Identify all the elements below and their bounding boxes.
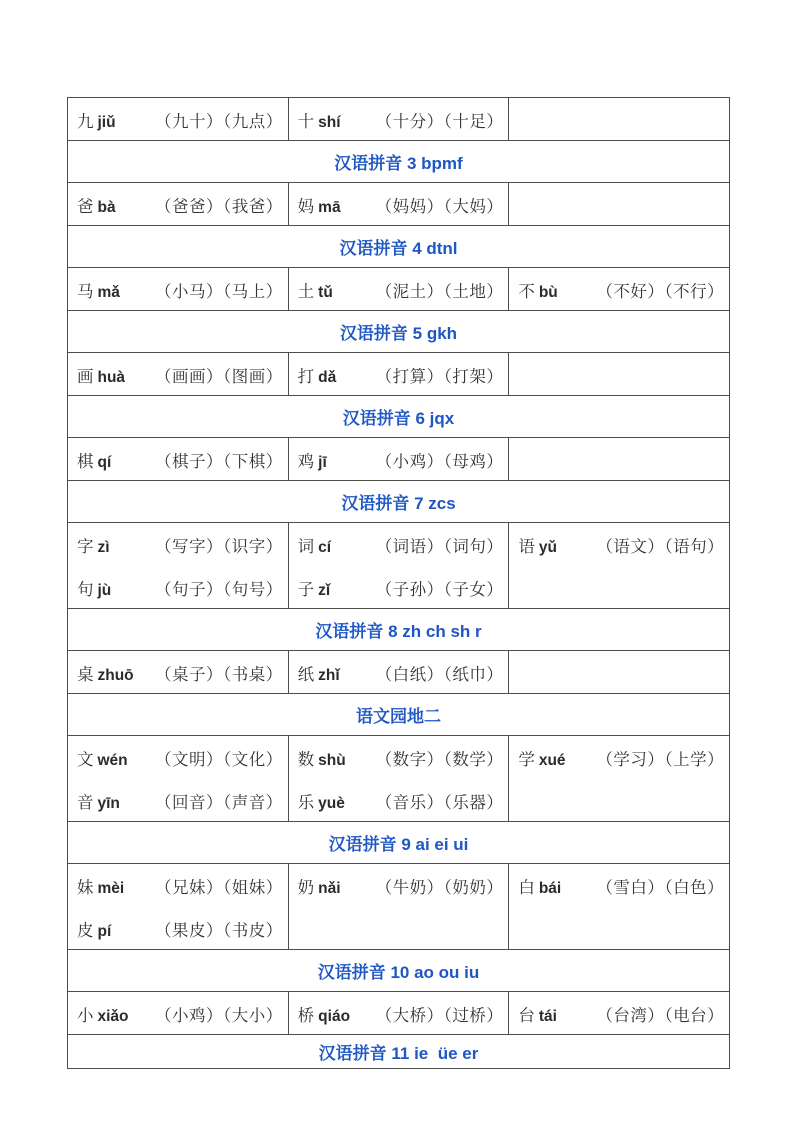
entry-cell [288,736,509,821]
entry-row [68,353,729,396]
entry-line [298,183,507,225]
hanzi-character: 乐 [297,792,315,812]
entry-cell [68,268,288,310]
entry-head [518,874,596,898]
entry-cell [288,992,509,1034]
pinyin-syllable: zhǐ [318,666,340,684]
pinyin-syllable: bái [538,879,562,897]
example-words [596,874,724,898]
example-word: （过桥） [443,1005,504,1025]
example-word: （泥土） [375,281,444,301]
entry-cell [508,268,729,310]
entry-head [77,533,155,557]
entry-head [298,661,376,685]
section-header-label: 汉语拼音 6 jqx [342,409,455,428]
entry-line [77,992,286,1034]
pinyin-syllable: jù [97,581,112,599]
entry-cell [68,438,288,480]
example-words [155,576,283,600]
entry-line [77,779,286,821]
entry-head [77,576,155,600]
hanzi-character: 音 [77,792,94,812]
entry-line [77,907,286,949]
example-word: （文化） [223,749,283,769]
entry-line [77,98,286,140]
section-header-row [68,694,729,736]
entry-cell [68,736,288,821]
entry-line [298,736,507,779]
entry-head [77,789,155,813]
entry-head [518,746,596,770]
entry-head [77,874,155,898]
example-word: （土地） [443,281,504,301]
section-header-label: 汉语拼音 8 zh ch sh r [315,622,482,641]
example-words [376,576,504,600]
entry-line [298,98,507,140]
entry-row [68,183,729,226]
example-word: （小鸡） [375,451,444,471]
example-word: （打架） [443,366,504,386]
entry-row [68,736,729,822]
entry-row [68,523,729,609]
example-word: （九十） [155,111,223,131]
entry-line [77,651,286,693]
entry-head [518,1002,596,1026]
example-word: （打算） [375,366,444,386]
example-word: （马上） [223,281,283,301]
example-word: （语句） [664,536,725,556]
example-word: （书桌） [223,664,283,684]
example-word: （音乐） [375,792,444,812]
example-word: （白色） [664,877,725,897]
example-word: （九点） [223,111,283,131]
entry-cell [508,98,729,140]
hanzi-character: 纸 [297,664,315,684]
example-words [376,1002,504,1026]
entry-line [298,353,507,395]
example-word: （数学） [443,749,504,769]
section-header-row [68,1035,729,1069]
hanzi-character: 不 [518,281,535,301]
example-word: （回音） [155,792,223,812]
entry-line [518,992,727,1034]
example-words [596,533,724,557]
entry-line [298,523,507,566]
entry-cell [288,864,509,949]
entry-cell [288,183,509,225]
entry-head [298,533,376,557]
example-word: （写字） [155,536,223,556]
hanzi-character: 妈 [297,196,315,216]
example-words [376,789,504,813]
hanzi-character: 学 [518,749,535,769]
example-word: （下棋） [223,451,283,471]
hanzi-character: 台 [518,1005,535,1025]
entry-line [298,864,507,907]
entry-row [68,98,729,141]
entry-line [518,523,727,566]
pinyin-syllable: jiǔ [97,113,116,131]
example-words [376,661,504,685]
section-header-label: 汉语拼音 4 dtnl [339,239,458,258]
hanzi-character: 马 [77,281,94,301]
example-word: （画画） [155,366,223,386]
pinyin-syllable: xué [538,751,566,769]
pinyin-syllable: qí [97,453,112,471]
entry-head [298,746,376,770]
example-word: （大桥） [375,1005,444,1025]
pinyin-syllable: wén [97,751,128,769]
example-word: （牛奶） [375,877,444,897]
entry-line [298,779,507,821]
example-word: （学习） [596,749,665,769]
pinyin-syllable: zǐ [318,581,331,599]
entry-line [298,566,507,608]
example-word: （纸巾） [443,664,504,684]
entry-head [298,1002,376,1026]
entry-cell [508,992,729,1034]
example-words [376,533,504,557]
entry-row [68,651,729,694]
example-words [376,746,504,770]
entry-cell [68,864,288,949]
pinyin-syllable: zì [97,538,110,556]
hanzi-character: 语 [518,536,535,556]
example-word: （棋子） [155,451,223,471]
entry-line [77,566,286,608]
entry-cell [508,736,729,821]
entry-head [298,874,376,898]
example-words [155,746,283,770]
pinyin-syllable: mèi [97,879,125,897]
example-word: （词句） [443,536,504,556]
section-header-row [68,950,729,992]
hanzi-character: 皮 [77,920,94,940]
hanzi-character: 九 [77,111,94,131]
example-words [155,789,283,813]
example-word: （小马） [155,281,223,301]
section-header-label: 语文园地二 [356,707,441,726]
example-word: （白纸） [375,664,444,684]
entry-cell [508,438,729,480]
example-words [155,533,283,557]
entry-cell [508,183,729,225]
hanzi-character: 子 [297,579,315,599]
pinyin-syllable: yīn [97,794,120,812]
entry-line [298,268,507,310]
entry-line [298,438,507,480]
section-header-label: 汉语拼音 5 gkh [339,324,458,343]
entry-cell [288,98,509,140]
example-words [155,108,283,132]
entry-cell [68,523,288,608]
entry-line [77,736,286,779]
entry-cell [508,353,729,395]
example-words [155,278,283,302]
pinyin-syllable: zhuō [97,666,134,684]
entry-row [68,992,729,1035]
hanzi-character: 词 [297,536,315,556]
entry-cell [288,651,509,693]
example-word: （雪白） [596,877,665,897]
example-word: （大小） [223,1005,283,1025]
entry-line [77,353,286,395]
entry-head [298,108,376,132]
entry-row [68,438,729,481]
entry-line [77,438,286,480]
entry-cell [508,523,729,608]
entry-cell [68,183,288,225]
entry-cell [68,98,288,140]
example-word: （识字） [223,536,283,556]
section-header-row [68,609,729,651]
example-words [155,193,283,217]
pinyin-syllable: shù [318,751,346,769]
example-word: （句子） [155,579,223,599]
entry-line [518,864,727,907]
pinyin-syllable: pí [97,922,112,940]
example-word: （图画） [223,366,283,386]
example-words [155,363,283,387]
example-words [155,448,283,472]
hanzi-character: 数 [297,749,315,769]
pinyin-syllable: jī [318,453,327,471]
hanzi-character: 桥 [297,1005,315,1025]
section-header-label: 汉语拼音 10 ao ou iu [317,963,480,982]
hanzi-character: 句 [77,579,94,599]
entry-head [298,193,376,217]
hanzi-character: 桌 [77,664,94,684]
example-words [376,363,504,387]
entry-line [518,268,727,310]
example-word: （奶奶） [443,877,504,897]
entry-head [77,278,155,302]
pinyin-syllable: bù [538,283,558,301]
entry-head [77,1002,155,1026]
example-word: （妈妈） [375,196,444,216]
pinyin-syllable: tái [538,1007,557,1025]
example-word: （子女） [443,579,504,599]
entry-head [298,576,376,600]
entry-line [77,864,286,907]
example-word: （乐器） [443,792,504,812]
example-word: （小鸡） [155,1005,223,1025]
entry-line [77,183,286,225]
pinyin-syllable: qiáo [318,1007,351,1025]
entry-head [298,278,376,302]
section-header-row [68,396,729,438]
hanzi-character: 鸡 [297,451,315,471]
entry-line [298,992,507,1034]
example-word: （桌子） [155,664,223,684]
section-header-label: 汉语拼音 11 ie üe er [318,1044,479,1063]
pinyin-syllable: huà [97,368,126,386]
pinyin-syllable: nǎi [318,879,341,897]
section-header-label: 汉语拼音 7 zcs [341,494,456,513]
entry-line [77,523,286,566]
example-words [376,193,504,217]
hanzi-character: 棋 [77,451,94,471]
section-header-row [68,141,729,183]
example-word: （声音） [223,792,283,812]
entry-cell [288,523,509,608]
pinyin-syllable: dǎ [318,368,337,386]
example-words [376,278,504,302]
example-words [596,746,724,770]
example-word: （爸爸） [155,196,223,216]
section-header-row [68,481,729,523]
example-word: （书皮） [223,920,283,940]
entry-head [77,448,155,472]
example-word: （子孙） [375,579,444,599]
example-words [155,874,283,898]
entry-line [518,736,727,779]
example-word: （词语） [375,536,444,556]
pinyin-syllable: mā [318,198,341,216]
example-words [155,1002,283,1026]
example-words [155,917,283,941]
entry-head [77,917,155,941]
example-word: （兄妹） [155,877,223,897]
example-word: （句号） [223,579,283,599]
pinyin-syllable: xiǎo [97,1007,129,1025]
hanzi-character: 爸 [77,196,94,216]
hanzi-character: 文 [77,749,94,769]
section-header-row [68,822,729,864]
example-word: （语文） [596,536,665,556]
entry-row [68,268,729,311]
entry-row [68,864,729,950]
pinyin-syllable: tǔ [318,283,333,301]
example-word: （不好） [596,281,665,301]
entry-cell [508,864,729,949]
example-word: （姐妹） [223,877,283,897]
example-words [376,874,504,898]
entry-head [77,193,155,217]
example-word: （台湾） [596,1005,665,1025]
example-words [376,448,504,472]
example-word: （十足） [443,111,504,131]
entry-cell [508,651,729,693]
entry-head [298,363,376,387]
entry-cell [288,438,509,480]
pinyin-syllable: cí [318,538,332,556]
pinyin-syllable: bà [97,198,116,216]
pinyin-syllable: yǔ [538,538,557,556]
entry-head [77,363,155,387]
hanzi-character: 画 [77,366,94,386]
worksheet-table [67,97,730,1069]
hanzi-character: 土 [297,281,315,301]
entry-head [518,278,596,302]
entry-head [298,789,376,813]
entry-head [77,108,155,132]
example-words [155,661,283,685]
example-word: （果皮） [155,920,223,940]
example-word: （我爸） [223,196,283,216]
entry-head [77,746,155,770]
pinyin-syllable: mǎ [97,283,120,301]
section-header-label: 汉语拼音 3 bpmf [334,154,463,173]
example-word: （文明） [155,749,223,769]
pinyin-syllable: shí [318,113,341,131]
entry-cell [288,268,509,310]
example-words [376,108,504,132]
entry-cell [288,353,509,395]
example-word: （电台） [664,1005,725,1025]
entry-head [518,533,596,557]
entry-head [298,448,376,472]
entry-line [298,651,507,693]
hanzi-character: 奶 [297,877,315,897]
example-word: （不行） [664,281,725,301]
example-word: （十分） [375,111,444,131]
entry-line [77,268,286,310]
hanzi-character: 打 [297,366,315,386]
section-header-label: 汉语拼音 9 ai ei ui [328,835,469,854]
section-header-row [68,311,729,353]
example-word: （上学） [664,749,725,769]
hanzi-character: 白 [518,877,535,897]
hanzi-character: 字 [77,536,94,556]
example-words [596,278,724,302]
section-header-row [68,226,729,268]
example-words [596,1002,724,1026]
hanzi-character: 十 [297,111,315,131]
entry-cell [68,353,288,395]
example-word: （母鸡） [443,451,504,471]
pinyin-syllable: yuè [318,794,345,812]
entry-head [77,661,155,685]
example-word: （数字） [375,749,444,769]
entry-cell [68,651,288,693]
hanzi-character: 妹 [77,877,94,897]
example-word: （大妈） [443,196,504,216]
hanzi-character: 小 [77,1005,94,1025]
entry-cell [68,992,288,1034]
